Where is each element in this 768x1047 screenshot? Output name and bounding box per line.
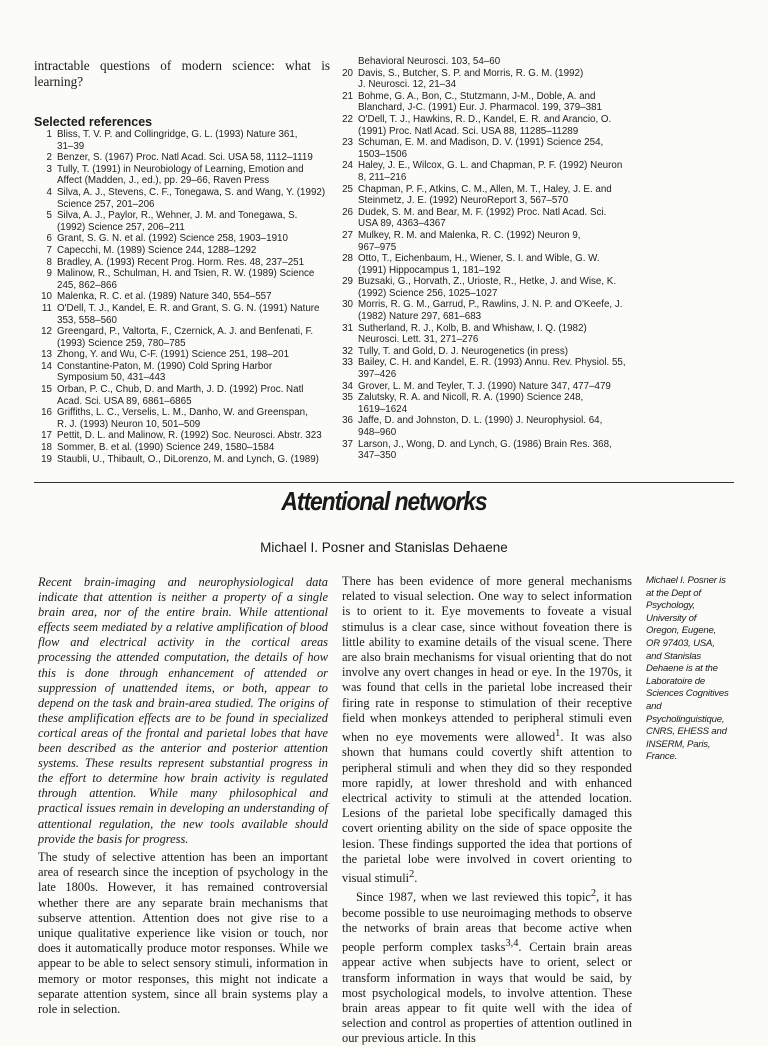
reference-text: Neurosci. Lett. 31, 271–276 xyxy=(358,334,479,346)
reference-number: 17 xyxy=(41,430,52,442)
reference-text: Grant, S. G. N. et al. (1992) Science 258, 1903–1910 xyxy=(57,233,288,245)
reference-entry xyxy=(34,407,330,419)
reference-text: (1992) Science 256, 1025–1027 xyxy=(358,287,498,299)
reference-number: 7 xyxy=(46,244,52,256)
reference-entry xyxy=(335,160,633,172)
reference-entry xyxy=(335,91,633,103)
reference-text: Chapman, P. F., Atkins, C. M., Allen, M. T., Haley, J. E. and xyxy=(358,183,612,195)
reference-entry xyxy=(335,323,633,335)
reference-text: Silva, A. J., Stevens, C. F., Tonegawa, S. and Wang, Y. (1992) xyxy=(57,186,326,198)
reference-text: R. J. (1993) Neuron 10, 501–509 xyxy=(57,418,201,430)
reference-text: Symposium 50, 431–443 xyxy=(57,372,166,384)
reference-entry xyxy=(335,299,633,311)
reference-entry xyxy=(335,230,633,242)
article-authors: Michael I. Posner and Stanislas Dehaene xyxy=(260,540,508,555)
reference-entry xyxy=(335,68,633,80)
reference-text: (1982) Nature 297, 681–683 xyxy=(358,311,482,323)
reference-number: 32 xyxy=(342,345,353,357)
reference-entry xyxy=(335,427,633,439)
reference-number: 30 xyxy=(342,299,353,311)
body-text-segment: . xyxy=(414,871,418,886)
reference-text: Grover, L. M. and Teyler, T. J. (1990) Nature 347, 477–479 xyxy=(358,380,611,392)
citation-superscript: 3,4 xyxy=(505,938,519,950)
reference-text: 347–350 xyxy=(358,450,397,462)
reference-text: Pettit, D. L. and Malinow, R. (1992) Soc. Neurosci. Abstr. 323 xyxy=(57,430,322,442)
reference-number: 19 xyxy=(41,453,52,465)
reference-entry xyxy=(335,288,633,300)
reference-text: Otto, T., Eichenbaum, H., Wiener, S. I. and Wible, G. W. xyxy=(358,253,600,265)
reference-text: Zhong, Y. and Wu, C-F. (1991) Science 251, 198–201 xyxy=(57,349,290,361)
reference-text: 1619–1624 xyxy=(358,403,408,415)
reference-entry xyxy=(34,233,330,245)
reference-number: 6 xyxy=(46,233,52,245)
reference-text: 8, 211–216 xyxy=(358,171,407,183)
reference-entry xyxy=(335,450,633,462)
reference-text: Malenka, R. C. et al. (1989) Nature 340, 554–557 xyxy=(57,291,272,303)
reference-entry xyxy=(34,152,330,164)
reference-entry xyxy=(34,326,330,338)
body-column-middle xyxy=(342,574,632,1047)
reference-text: Tully, T. (1991) in Neurobiology of Learning, Emotion and xyxy=(57,163,304,175)
reference-entry xyxy=(34,303,330,315)
body-paragraph: The study of selective attention has been an important area of research since the inception of psychology in the late 1800s. However, it has remained controversial whether there are any separate brain mechanisms that subserve attention. Attention does not give rise to a unique qualitative experience like vision or touch, nor does it automatically produce motor responses. While we appear to be able to select sensory stimuli, information in memory or motor responses, this might not indicate a separate attention system, since all brain systems play a role in selection. xyxy=(38,850,328,1017)
reference-entry xyxy=(335,369,633,381)
reference-entry xyxy=(34,129,330,141)
reference-number: 27 xyxy=(342,229,353,241)
body-text-segment: There has been evidence of more general mechanisms related to visual selection. One way to select information is to orient to it. Eye movements to foveate a visual stimulus is a clear case, since without foveation there is little ability to examine details of the visual scene. There are also brain mechanisms for visual orienting that do not involve any overt changes in head or eye. In the 1970s, it was found that cells in the parietal lobe increased their firing rate in response to stimulation of their receptive field when monkeys attended to peripheral stimuli even when no eye movements were allowed xyxy=(342,574,632,745)
reference-number: 16 xyxy=(41,407,52,419)
reference-number: 1 xyxy=(46,129,52,140)
reference-text: O'Dell, T. J., Hawkins, R. D., Kandel, E. R. and Arancio, O. xyxy=(358,113,612,125)
reference-entry xyxy=(335,195,633,207)
reference-number: 34 xyxy=(342,380,353,392)
body-column-left xyxy=(38,850,328,1017)
reference-number: 25 xyxy=(342,183,353,195)
reference-entry xyxy=(34,430,330,442)
reference-number: 18 xyxy=(41,442,52,454)
reference-number: 3 xyxy=(46,163,52,175)
citation-superscript: 1 xyxy=(555,728,561,740)
reference-number: 31 xyxy=(342,322,353,334)
reference-text: Science 257, 201–206 xyxy=(57,198,155,210)
reference-entry xyxy=(34,245,330,257)
reference-number: 37 xyxy=(342,438,353,450)
reference-entry xyxy=(34,372,330,384)
reference-text: Steinmetz, J. E. (1992) NeuroReport 3, 567–570 xyxy=(358,195,569,207)
reference-entry xyxy=(335,381,633,393)
section-divider xyxy=(34,482,734,483)
reference-text: Dudek, S. M. and Bear, M. F. (1992) Proc. Natl Acad. Sci. xyxy=(358,206,607,218)
reference-entry xyxy=(34,257,330,269)
reference-text: Orban, P. C., Chub, D. and Marth, J. D. (1992) Proc. Natl xyxy=(57,384,304,396)
body-text-segment: Since 1987, when we last reviewed this topic xyxy=(356,890,591,905)
reference-number: 5 xyxy=(46,210,52,222)
reference-text: Sommer, B. et al. (1990) Science 249, 1580–1584 xyxy=(57,442,275,454)
reference-entry xyxy=(34,384,330,396)
reference-entry xyxy=(34,199,330,211)
reference-entry xyxy=(335,102,633,114)
reference-entry xyxy=(335,392,633,404)
references-heading: Selected references xyxy=(34,115,153,129)
reference-entry xyxy=(335,439,633,451)
reference-entry xyxy=(335,172,633,184)
reference-text: Haley, J. E., Wilcox, G. L. and Chapman, P. F. (1992) Neuron xyxy=(358,160,623,172)
reference-number: 15 xyxy=(41,384,52,396)
reference-entry xyxy=(335,253,633,265)
reference-text: J. Neurosci. 12, 21–34 xyxy=(358,79,457,91)
reference-text: USA 89, 4363–4367 xyxy=(358,218,446,230)
reference-text: Zalutsky, R. A. and Nicoll, R. A. (1990) Science 248, xyxy=(358,392,584,404)
reference-entry xyxy=(335,276,633,288)
reference-number: 23 xyxy=(342,137,353,149)
body-paragraph xyxy=(342,886,632,1046)
reference-text: 353, 558–560 xyxy=(57,314,117,326)
reference-text: Greengard, P., Valtorta, F., Czernick, A. J. and Benfenati, F. xyxy=(57,326,314,338)
body-text-segment: , it has become possible to use neuroimaging methods to observe the networks of brain areas that become active when people perform complex tasks xyxy=(342,890,633,955)
reference-text: 967–975 xyxy=(358,241,397,253)
reference-entry xyxy=(34,315,330,327)
reference-number: 9 xyxy=(46,268,52,280)
references-list-left xyxy=(34,129,330,465)
reference-entry xyxy=(34,175,330,187)
body-paragraph xyxy=(342,574,632,886)
reference-number: 2 xyxy=(46,152,52,164)
reference-entry xyxy=(34,442,330,454)
reference-text: Capecchi, M. (1989) Science 244, 1288–1292 xyxy=(57,244,257,256)
reference-entry xyxy=(34,222,330,234)
article-title: Attentional networks xyxy=(281,486,487,516)
reference-number: 20 xyxy=(342,67,353,79)
reference-text: Griffiths, L. C., Verselis, L. M., Danho, W. and Greenspan, xyxy=(57,407,308,419)
reference-text: Constantine-Paton, M. (1990) Cold Spring Harbor xyxy=(57,360,273,372)
references-list-right xyxy=(335,56,633,462)
reference-entry xyxy=(335,218,633,230)
body-text-segment: . It was also shown that humans could covertly shift attention to peripheral stimuli and when they did so they responded more rapidly, at lower threshold and with enhanced electrical activity to stimuli at the attended location. Lesions of the parietal lobe specifically damaged this covert orienting ability on the side of space opposite the lesion. These findings supported the idea that portions of the parietal lobe were involved in covert orienting to visual stimuli xyxy=(342,730,632,886)
reference-text: 948–960 xyxy=(358,427,397,438)
reference-entry xyxy=(34,419,330,431)
reference-number: 8 xyxy=(46,256,52,268)
reference-entry xyxy=(34,338,330,350)
reference-entry xyxy=(335,184,633,196)
reference-entry xyxy=(335,79,633,91)
reference-entry xyxy=(335,311,633,323)
reference-text: Malinow, R., Schulman, H. and Tsien, R. W. (1989) Science xyxy=(57,268,315,280)
reference-text: Bailey, C. H. and Kandel, E. R. (1993) Annu. Rev. Physiol. 55, xyxy=(358,357,626,369)
reference-entry xyxy=(34,268,330,280)
reference-text: (1991) Hippocampus 1, 181–192 xyxy=(358,264,501,276)
reference-entry xyxy=(34,187,330,199)
reference-text: Blanchard, J-C. (1991) Eur. J. Pharmacol. 199, 379–381 xyxy=(358,102,602,114)
reference-text: (1991) Proc. Natl Acad. Sci. USA 88, 11285–11289 xyxy=(358,125,579,137)
reference-entry xyxy=(335,242,633,254)
reference-text: (1992) Science 257, 206–211 xyxy=(57,221,185,233)
reference-number: 36 xyxy=(342,415,353,427)
reference-text: Buzsaki, G., Horvath, Z., Urioste, R., Hetke, J. and Wise, K. xyxy=(358,276,617,288)
reference-entry xyxy=(34,280,330,292)
reference-entry xyxy=(335,137,633,149)
reference-text: Silva, A. J., Paylor, R., Wehner, J. M. and Tonegawa, S. xyxy=(57,210,298,222)
reference-entry xyxy=(34,361,330,373)
reference-text: Jaffe, D. and Johnston, D. L. (1990) J. Neurophysiol. 64, xyxy=(358,415,603,427)
reference-text: Larson, J., Wong, D. and Lynch, G. (1986) Brain Res. 368, xyxy=(358,438,612,450)
reference-entry xyxy=(335,415,633,427)
reference-entry xyxy=(335,207,633,219)
reference-text: 245, 862–866 xyxy=(57,279,117,291)
reference-number: 4 xyxy=(46,186,52,198)
reference-entry xyxy=(335,149,633,161)
reference-entry xyxy=(335,346,633,358)
reference-entry xyxy=(335,404,633,416)
reference-text: Morris, R. G. M., Garrud, P., Rawlins, J. N. P. and O'Keefe, J. xyxy=(358,299,623,311)
reference-number: 21 xyxy=(342,90,353,102)
reference-number: 12 xyxy=(41,326,52,338)
reference-text: Benzer, S. (1967) Proc. Natl Acad. Sci. USA 58, 1112–1119 xyxy=(57,152,313,164)
reference-text: Bradley, A. (1993) Recent Prog. Horm. Res. 48, 237–251 xyxy=(57,256,305,268)
reference-text: (1993) Science 259, 780–785 xyxy=(57,337,186,349)
reference-text: 397–426 xyxy=(358,369,397,381)
reference-text: O'Dell, T. J., Kandel, E. R. and Grant, S. G. N. (1991) Nature xyxy=(57,302,320,314)
reference-number: 26 xyxy=(342,206,353,218)
author-affiliation: Michael I. Posner is at the Dept of Psychology, University of Oregon, Eugene, OR 97403, USA, and Stanislas Dehaene is at the Laboratoire de Sciences Cognitives and Psycholinguistique, CNRS, EHESS and INSERM, Paris, France. xyxy=(646,575,729,763)
reference-entry xyxy=(34,454,330,466)
reference-number: 13 xyxy=(41,349,52,361)
reference-entry xyxy=(335,357,633,369)
reference-entry xyxy=(34,210,330,222)
reference-entry xyxy=(34,396,330,408)
reference-text: 1503–1506 xyxy=(358,148,408,160)
reference-text: Tully, T. and Gold, D. J. Neurogenetics (in press) xyxy=(358,345,568,357)
reference-number: 29 xyxy=(342,276,353,288)
reference-text: Bohme, G. A., Bon, C., Stutzmann, J-M., Doble, A. and xyxy=(358,90,596,102)
reference-entry xyxy=(335,126,633,138)
reference-entry xyxy=(335,114,633,126)
reference-entry xyxy=(335,265,633,277)
reference-entry xyxy=(34,141,330,153)
reference-text: Mulkey, R. M. and Malenka, R. C. (1992) Neuron 9, xyxy=(358,229,581,241)
reference-entry xyxy=(34,164,330,176)
reference-text: 31–39 xyxy=(57,140,85,152)
reference-number: 22 xyxy=(342,113,353,125)
reference-text: Sutherland, R. J., Kolb, B. and Whishaw, I. Q. (1982) xyxy=(358,322,587,334)
citation-superscript: 2 xyxy=(590,888,597,900)
reference-text: Bliss, T. V. P. and Collingridge, G. L. (1993) Nature 361, xyxy=(57,129,298,140)
citation-superscript: 2 xyxy=(409,868,415,880)
reference-text: Davis, S., Butcher, S. P. and Morris, R. G. M. (1992) xyxy=(358,67,584,79)
reference-number: 35 xyxy=(342,392,353,404)
reference-number: 14 xyxy=(41,360,52,372)
body-text-segment: . Certain brain areas appear active when subjects have to orient, select or transform information in ways that would be said, by most psychological models, to involve attention. These brain areas appear to fit quite well with the idea of selection and control as properties of attention outlined in our previous article. In this xyxy=(342,940,632,1046)
reference-text: Staubli, U., Thibault, O., DiLorenzo, M. and Lynch, G. (1989) xyxy=(57,453,319,465)
reference-number: 11 xyxy=(41,302,52,314)
article-abstract: Recent brain-imaging and neurophysiological data indicate that attention is neither a property of a single brain area, nor of the entire brain. While attentional effects seem mediated by a relative amplification of blood flow and electrical activity in the cortical areas processing the attended computation, the details of how this is done through enhancement of attended or suppression of unattended items, or both, appear to depend on the task and brain-area studied. The origins of these amplification effects are to be found in specialized cortical areas of the frontal and parietal lobes that have been described as the anterior and posterior attention systems. These results represent substantial progress in the effort to determine how brain activity is regulated through attention. While many philosophical and practical issues remain in developing an understanding of attentional regulation, the new tools available should provide the basis for progress. xyxy=(38,575,328,846)
reference-number: 24 xyxy=(342,160,353,172)
reference-number: 28 xyxy=(342,253,353,265)
reference-text: Behavioral Neurosci. 103, 54–60 xyxy=(358,56,501,67)
reference-entry xyxy=(335,56,633,68)
reference-text: Acad. Sci. USA 89, 6861–6865 xyxy=(57,395,192,407)
reference-entry xyxy=(34,349,330,361)
reference-text: Affect (Madden, J., ed.), pp. 29–66, Raven Press xyxy=(57,175,270,187)
intro-continuation-text: intractable questions of modern science: what is learning? xyxy=(34,58,330,89)
reference-entry xyxy=(335,334,633,346)
reference-entry xyxy=(34,291,330,303)
reference-number: 33 xyxy=(342,357,353,369)
reference-text: Schuman, E. M. and Madison, D. V. (1991) Science 254, xyxy=(358,137,604,149)
reference-number: 10 xyxy=(41,291,52,303)
